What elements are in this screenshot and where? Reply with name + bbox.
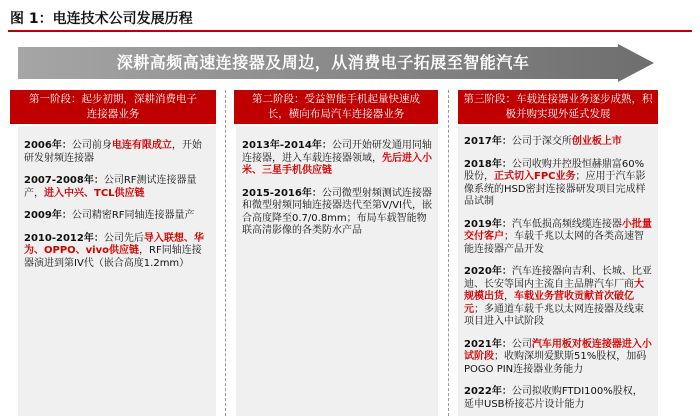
- event-2017: 2017年：公司于深交所创业板上市: [464, 136, 622, 147]
- stage-divider: [225, 90, 226, 416]
- banner-text: 深耕高频高速连接器及周边，从消费电子拓展至智能汽车: [116, 53, 530, 72]
- stage-3-header: 第三阶段：车载连接器业务逐步成熟，积 极并购实现外延式发展: [458, 90, 658, 124]
- event-2015-2016: 2015-2016年：公司微型射频测试连接器和微型射频同轴连接器迭代至第V/VI代，嵌合高度降至0.7/0.8mm；布局车载智能物联高清影像的各类防水产品: [242, 187, 432, 236]
- event-2020: 2020年：汽车连接器向吉利、长城、比亚迪、长安等国内主流自主品牌汽车厂商大规模出货，车载业务营收贡献首次破亿元；多通道车载千兆以太网连接器及线束项目进入中试阶段: [464, 266, 652, 327]
- event-2006: 2006年：公司前身电连有限成立，开始研发射频连接器: [24, 140, 202, 164]
- event-2018: 2018年：公司收购并控股恒赫鼎富60%股份，正式切入FPC业务；应用于汽车影像系统的HSD密封连接器研发项目完成样品试制: [464, 158, 646, 207]
- title-rule: [8, 30, 692, 32]
- stage-divider: [448, 90, 449, 416]
- event-2007-2008: 2007-2008年：公司RF测试连接器量产，进入中兴、TCL供应链: [24, 175, 197, 199]
- stage-2-events: [236, 126, 438, 416]
- stage-2-header: 第二阶段：受益智能手机起量快速成 长，横向布局汽车连接器业务: [234, 90, 438, 124]
- event-2021: 2021年：公司汽车用板对板连接器进入小试阶段；收购深圳爱默斯51%股权，加码POGO PIN连接器业务能力: [464, 338, 652, 375]
- event-2019: 2019年：汽车低损高频线缆连接器小批量交付客户；车载千兆以太网的各类高速智能连接器产品开发: [464, 218, 652, 255]
- event-2009: 2009年：公司精密RF同轴连接器量产: [24, 210, 195, 221]
- event-2022: 2022年：公司拟收购FTDI100%股权，延申USB桥接芯片设计能力: [464, 386, 643, 410]
- stage-3-events: [458, 126, 658, 416]
- event-2010-2012: 2010-2012年：公司先后导入联想、华为、OPPO、vivo供应链，RF同轴连接器演进到第IV代（嵌合高度1.2mm）: [24, 232, 204, 269]
- event-2013-2014: 2013年-2014年：公司开始研发通用同轴连接器，进入车载连接器领域，先后进入小米、三星手机供应链: [242, 140, 432, 176]
- figure-title: 图 1：电连技术公司发展历程: [10, 11, 193, 27]
- stage-1-events: [18, 126, 216, 416]
- stage-1-header: 第一阶段：起步初期，深耕消费电子 连接器业务: [10, 90, 216, 124]
- timeline-banner: [18, 44, 654, 82]
